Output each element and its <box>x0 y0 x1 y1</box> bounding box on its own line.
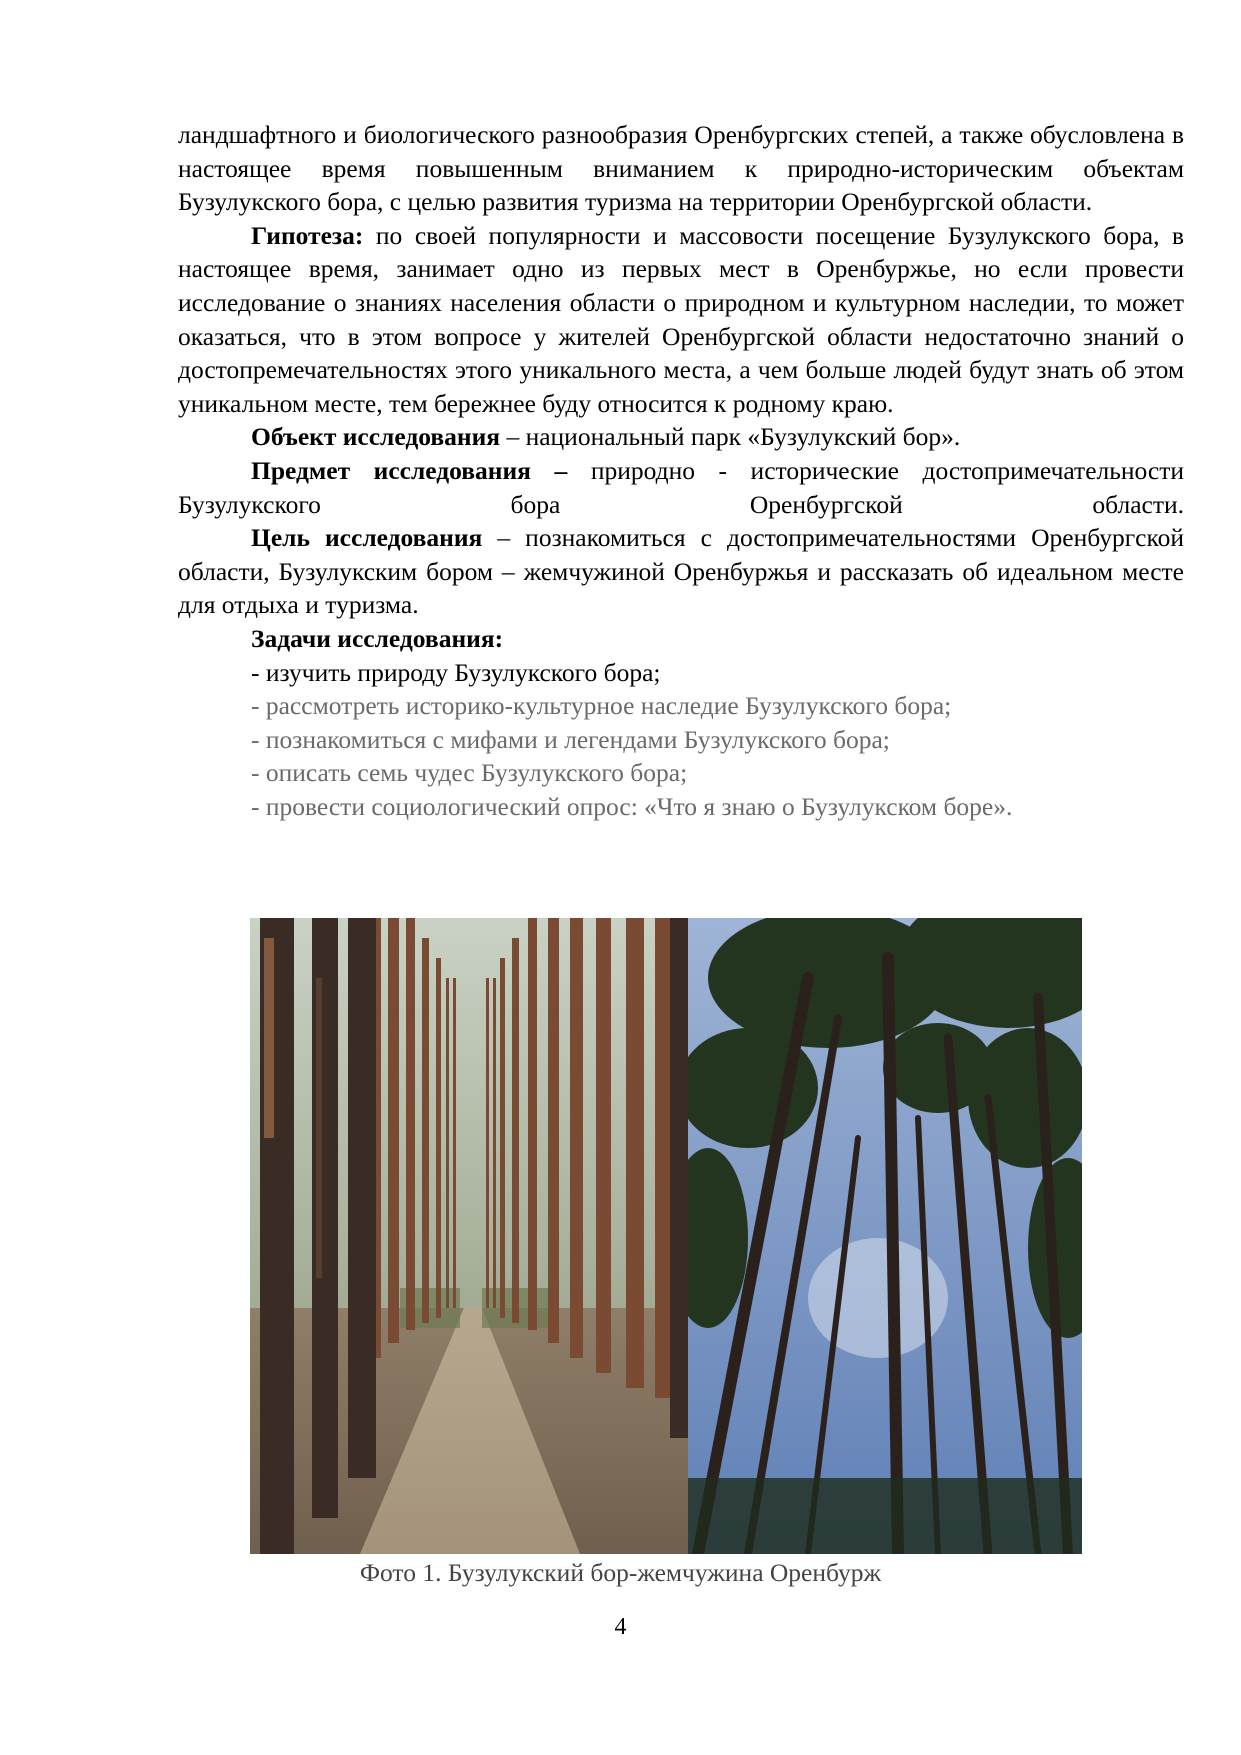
tasks-label: Задачи исследования: <box>251 623 504 653</box>
task-item: - изучить природу Бузулукского бора; <box>251 657 661 687</box>
object-label: Объект исследования <box>251 422 501 452</box>
paragraph-subject <box>178 454 1184 521</box>
task-item: - познакомиться с мифами и легендами Бузулукского бора; <box>251 724 890 754</box>
task-item: - провести социологический опрос: «Что я знаю о Бузулукском боре». <box>251 791 1013 821</box>
goal-label: Цель исследования <box>251 523 483 553</box>
paragraph-tasks-heading <box>178 622 1184 656</box>
figure-photo-collage <box>250 918 1082 1554</box>
forest-path-photo <box>250 918 688 1554</box>
body-text <box>178 118 1184 823</box>
task-item: - рассмотреть историко-культурное наследие Бузулукского бора; <box>251 691 952 721</box>
subject-label: Предмет исследования – <box>251 455 568 485</box>
figure-caption: Фото 1. Бузулукский бор-жемчужина Оренбурж <box>359 1558 882 1587</box>
hypothesis-text: по своей популярности и массовости посещение Бузулукского бора, в настоящее время, занимает одно из первых мест в Оренбуржье, но если провести исследование о знаниях населения области о природном и культурном наследии, то может оказаться, что в этом вопросе у жителей Оренбургской области недостаточно знаний о достопремечательностях этого уникального места, а чем больше людей будут знать об этом уникальном месте, тем бережнее буду относится к родному краю. <box>178 220 1184 418</box>
task-item: - описать семь чудес Бузулукского бора; <box>251 758 688 788</box>
paragraph-goal <box>178 521 1184 622</box>
object-text: – национальный парк «Бузулукский бор». <box>500 422 961 452</box>
paragraph-relevance: ландшафтного и биологического разнообразия Оренбургских степей, а также обусловлена в настоящее время повышенным вниманием к природно-историческим объектам Бузулукского бора, с целью развития туризма на территории Оренбургской области. <box>178 120 1184 217</box>
paragraph-hypothesis <box>178 219 1184 421</box>
goal-text: – познакомиться с достопримечательностями Оренбургской области, Бузулукским бором – жемчужиной Оренбуржья и рассказать об идеальном месте для отдыха и туризма. <box>178 523 1184 620</box>
pine-canopy-photo <box>688 918 1082 1554</box>
paragraph-object <box>178 420 1184 454</box>
hypothesis-label: Гипотеза: <box>251 220 364 250</box>
page-number: 4 <box>614 1614 627 1640</box>
subject-text: природно - исторические достопримечательности Бузулукского бора Оренбургской области. <box>178 455 1185 519</box>
